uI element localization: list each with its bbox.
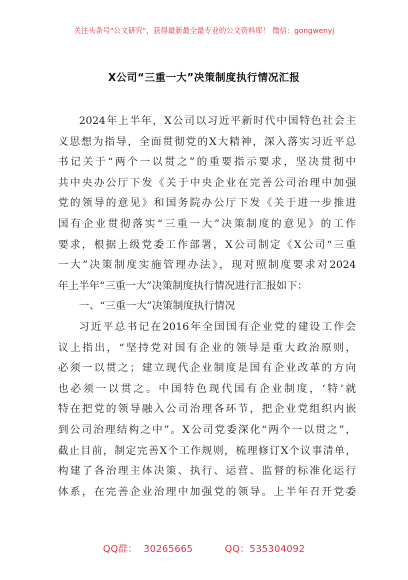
footer-qq-group: QQ群： 30265665 (102, 544, 193, 555)
body-line: 习近平总书记在2016年全国国有企业党的建设工作会 (79, 320, 356, 333)
body-line: 也必须一以贯之。中国特色现代国有企业制度，‘特’就 (58, 382, 356, 395)
document-body (58, 111, 356, 502)
body-line: 书记关于“两个一以贯之”的重要指示要求，坚决贯彻中 (58, 156, 356, 169)
body-line: 党的领导的意见》和国务院办公厅下发《关于进一步推进 (58, 197, 356, 210)
footer-qq-number: QQ：535304092 (224, 544, 306, 555)
body-line: 一大”决策制度实施管理办法》，现对照制度要求对2024 (58, 259, 356, 272)
body-line: 构建了各治理主体决策、执行、运营、监督的标准化运行 (58, 465, 356, 478)
body-line: 国有企业贯彻落实“三重一大”决策制度的意见》的工作 (58, 217, 356, 230)
section-heading: 一、“三重一大”决策制度执行情况 (79, 300, 236, 313)
body-line: 议上指出，“坚持党对国有企业的领导是重大政治原则， (58, 341, 356, 354)
body-line: 特在把党的领导融入公司治理各环节，把企业党组织内嵌 (58, 403, 356, 416)
body-line: 义思想为指导，全面贯彻党的X大精神，深入落实习近平总 (58, 135, 356, 148)
footer-contact (0, 541, 408, 555)
document-title: X公司“三重一大”决策制度执行情况汇报 (108, 73, 300, 84)
body-line: 共中央办公厅下发《关于中央企业在完善公司治理中加强 (58, 176, 356, 189)
body-line: 必须一以贯之；建立现代企业制度是国有企业改革的方向 (58, 362, 356, 375)
header-banner: 关注头条号"公文研究"，获得最新最全最专业的公文资料库！ 微信：gongwenyj (73, 26, 335, 35)
body-line: 体系，在完善企业治理中加强党的领导。上半年召开党委 (58, 485, 356, 498)
body-line: 到公司治理结构之中”。X公司党委深化“两个一以贯之”， (58, 423, 356, 436)
body-line: 截止目前，制定完善X个工作规则，梳理修订X个议事清单， (58, 444, 356, 457)
body-line: 年上半年“三重一大”决策制度执行情况进行汇报如下： (58, 279, 308, 292)
body-line: 2024年上半年，X公司以习近平新时代中国特色社会主 (79, 115, 356, 127)
body-line: 要求，根据上级党委工作部署，X公司制定《X公司“三重 (58, 238, 356, 251)
